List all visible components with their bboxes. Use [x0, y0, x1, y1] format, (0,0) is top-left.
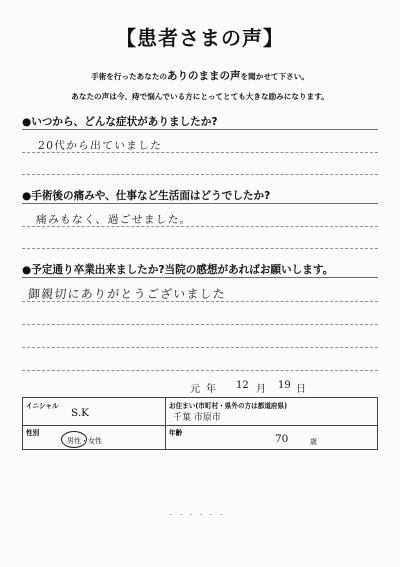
answer-line: [22, 347, 378, 348]
intro-line-1: [0, 68, 400, 83]
intro-line-2: あなたの声は今、痔で悩んでいる方にとってとても大きな励みになります。: [71, 92, 329, 101]
gender-female: 女性: [88, 437, 102, 445]
divider: [22, 129, 378, 130]
answer-line: [22, 174, 378, 175]
answer-line: [22, 301, 378, 302]
grid-divider: [165, 398, 166, 449]
date-day-unit: 日: [296, 384, 306, 395]
intro-text-emphasis: ありのままの声: [167, 70, 241, 82]
answer-3: 御親切にありがとうございました: [27, 287, 227, 301]
date-day: 19: [278, 380, 291, 391]
answer-line: [22, 226, 378, 227]
date-year-unit: 年: [206, 384, 216, 395]
bottom-mark: ・・・・・・: [168, 512, 229, 519]
question-2: ●手術後の痛みや、仕事など生活面はどうでしたか?: [22, 190, 271, 202]
divider: [22, 203, 378, 204]
age-value: 70: [275, 433, 289, 445]
grid-divider: [23, 425, 377, 426]
intro-text-after: を聞かせて下さい。: [240, 72, 309, 81]
question-1: ●いつから、どんな症状がありましたか?: [22, 116, 218, 128]
answer-line: [22, 370, 378, 371]
initial-value: S.K: [71, 407, 90, 419]
divider: [22, 277, 378, 278]
address-value: 千葉 市原市: [173, 413, 221, 423]
date-month-unit: 月: [256, 384, 266, 395]
gender-male: 男性: [67, 437, 81, 445]
date-era: 元: [190, 384, 200, 395]
page-title: 【患者さまの声】: [116, 26, 284, 50]
answer-2: 痛みもなく、過ごせました。: [35, 213, 193, 226]
answer-line: [22, 248, 378, 249]
answer-line: [22, 152, 378, 153]
address-label: お住まい(市町村・県外の方は都道府県): [169, 402, 288, 410]
initial-label: イニシャル: [26, 402, 59, 410]
gender-selection-circle: [61, 431, 87, 448]
date-month: 12: [236, 380, 249, 391]
question-3: ●予定通り卒業出来ましたか?当院の感想があればお願いします。: [22, 264, 334, 276]
age-label: 年齢: [169, 429, 183, 437]
info-table: [22, 397, 378, 450]
gender-label: 性別: [26, 429, 40, 437]
answer-line: [22, 324, 378, 325]
answer-1: 20代から出ていました: [37, 139, 163, 152]
gender-separator: ・: [81, 437, 88, 445]
age-unit: 歳: [310, 438, 317, 446]
intro-text-before: 手術を行ったあなたの: [91, 72, 168, 81]
